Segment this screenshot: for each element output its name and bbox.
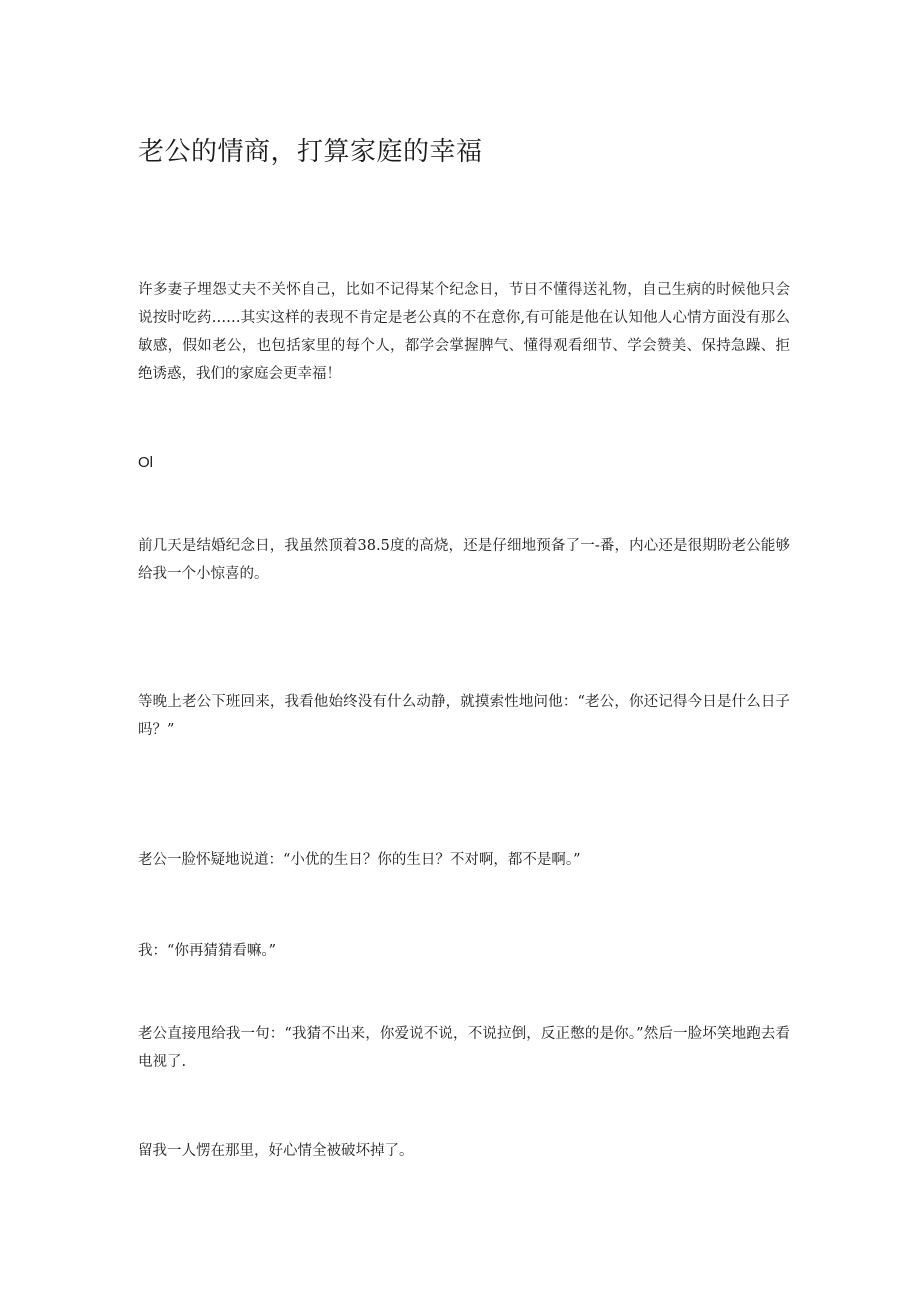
section-number: Ol xyxy=(138,454,153,471)
body-paragraph-5: 老公直接甩给我一句：“我猜不出来，你爱说不说，不说拉倒，反正憋的是你。”然后一脸坏笑地跑去看电视了. xyxy=(138,1026,790,1070)
intro-paragraph: 许多妻子埋怨丈夫不关怀自己，比如不记得某个纪念日，节日不懂得送礼物，自己生病的时候他只会说按时吃药……其实这样的表现不肯定是老公真的不在意你,有可能是他在认知他人心情方面没有那么敏感，假如老公，也包括家里的每个人，都学会掌握脾气、懂得观看细节、学会赞美、保持急躁、拒绝诱惑，我们的家庭会更幸福！ xyxy=(138,282,790,382)
body-paragraph-1: 前几天是结婚纪念日，我虽然顶着38.5度的高烧，还是仔细地预备了一-番，内心还是很期盼老公能够给我一个小惊喜的。 xyxy=(138,538,790,582)
body-paragraph-3: 老公一脸怀疑地说道：“小优的生日？你的生日？不对啊，都不是啊。” xyxy=(138,852,581,868)
document-title: 老公的情商，打算家庭的幸福 xyxy=(138,137,483,167)
body-paragraph-4: 我：“你再猜猜看嘛。” xyxy=(138,943,277,959)
body-paragraph-2: 等晚上老公下班回来，我看他始终没有什么动静，就摸索性地问他：“老公，你还记得今日是什么日子吗？” xyxy=(138,694,790,738)
body-paragraph-6: 留我一人愣在那里，好心情全被破坏掉了。 xyxy=(138,1143,414,1159)
